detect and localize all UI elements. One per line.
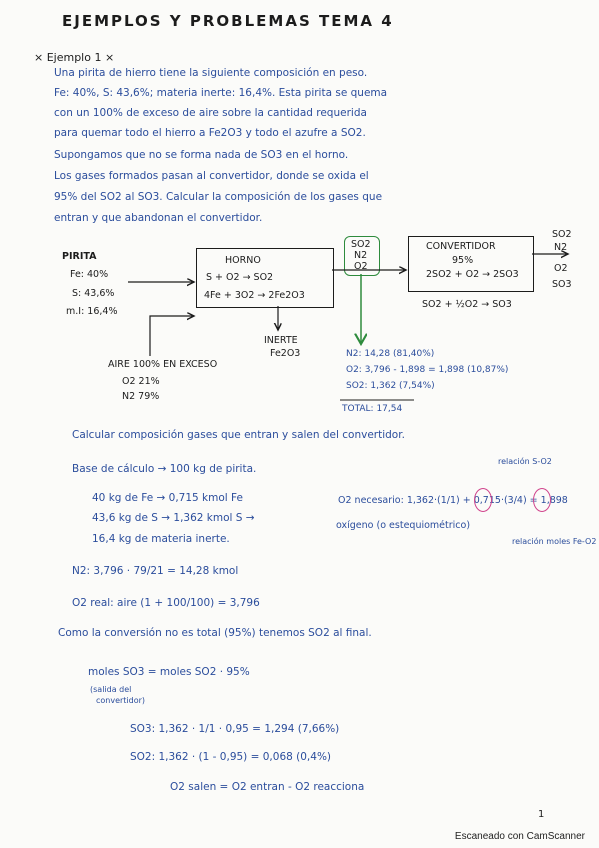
pirita-fe: Fe: 40% [70, 269, 109, 280]
aire-o2: O2 21% [122, 376, 160, 387]
example-heading: × Ejemplo 1 × [34, 51, 115, 64]
composition-total: TOTAL: 17,54 [342, 404, 403, 414]
circled-ratio-s [474, 488, 492, 512]
composition-so2: SO2: 1,362 (7,54%) [346, 381, 435, 391]
statement-line: con un 100% de exceso de aire sobre la cantidad requerida [54, 107, 367, 119]
statement-line: Una pirita de hierro tiene la siguiente composición en peso. [54, 67, 368, 79]
inerte-fe2o3: Fe2O3 [270, 348, 301, 359]
calc-o2-balance: O2 salen = O2 entran - O2 reacciona [170, 781, 365, 793]
salida-note-2: convertidor) [96, 696, 146, 705]
pirita-s: S: 43,6% [72, 288, 115, 299]
pirita-inerte: m.I: 16,4% [66, 306, 118, 317]
horno-reaction-fe: 4Fe + 3O2 → 2Fe2O3 [204, 290, 305, 301]
output-so2: SO2 [552, 229, 572, 240]
gas-so2: SO2 [351, 239, 371, 250]
aire-label: AIRE 100% EN EXCESO [108, 359, 218, 370]
composition-n2: N2: 14,28 (81,40%) [346, 349, 435, 359]
so3-reaction: SO2 + ½O2 → SO3 [422, 299, 512, 310]
calc-conversion: Como la conversión no es total (95%) tenemos SO2 al final. [58, 627, 372, 639]
statement-line: 95% del SO2 al SO3. Calcular la composición de los gases que [54, 191, 383, 203]
horno-reaction-s: S + O2 → SO2 [206, 272, 274, 283]
composition-o2: O2: 3,796 - 1,898 = 1,898 (10,87%) [346, 365, 509, 375]
calc-estequiometrico: oxígeno (o estequiométrico) [336, 520, 471, 531]
calc-o2-real: O2 real: aire (1 + 100/100) = 3,796 [72, 597, 260, 609]
calc-moles-so3: moles SO3 = moles SO2 · 95% [88, 666, 250, 678]
calc-fe: 40 kg de Fe → 0,715 kmol Fe [92, 492, 243, 504]
inerte-label: INERTE [264, 335, 298, 346]
output-o2: O2 [554, 263, 568, 274]
calc-inerte: 16,4 kg de materia inerte. [92, 533, 230, 545]
calc-so2: SO2: 1,362 · (1 - 0,95) = 0,068 (0,4%) [130, 751, 332, 763]
output-n2: N2 [554, 242, 568, 253]
circled-ratio-fe [533, 488, 551, 512]
relacion-s-o2: relación S-O2 [498, 457, 552, 466]
air-arrow [150, 316, 194, 356]
statement-line: Supongamos que no se forma nada de SO3 en el horno. [54, 149, 349, 161]
scanner-watermark: Escaneado con CamScanner [454, 831, 585, 842]
calc-so3: SO3: 1,362 · 1/1 · 0,95 = 1,294 (7,66%) [130, 723, 340, 735]
page-title: EJEMPLOS Y PROBLEMAS TEMA 4 [62, 12, 394, 30]
page-number: 1 [538, 809, 545, 820]
gas-o2: O2 [354, 261, 368, 272]
output-so3: SO3 [552, 279, 572, 290]
convertidor-title: CONVERTIDOR [426, 241, 496, 252]
pirita-label: PIRITA [62, 251, 97, 262]
aire-n2: N2 79% [122, 391, 160, 402]
calc-s: 43,6 kg de S → 1,362 kmol S → [92, 512, 255, 524]
calc-heading: Calcular composición gases que entran y salen del convertidor. [72, 429, 405, 441]
convertidor-percent: 95% [452, 255, 474, 266]
horno-title: HORNO [225, 255, 261, 266]
calc-o2-needed: O2 necesario: 1,362·(1/1) + 0,715·(3/4) = 1,898 [338, 495, 568, 506]
statement-line: para quemar todo el hierro a Fe2O3 y todo el azufre a SO2. [54, 127, 366, 139]
statement-line: Fe: 40%, S: 43,6%; materia inerte: 16,4%. Esta pirita se quema [54, 87, 388, 99]
statement-line: entran y que abandonan el convertidor. [54, 212, 263, 224]
relacion-fe-o2: relación moles Fe-O2 [512, 537, 597, 546]
calc-base: Base de cálculo → 100 kg de pirita. [72, 463, 257, 475]
calc-n2: N2: 3,796 · 79/21 = 14,28 kmol [72, 565, 239, 577]
gas-n2: N2 [354, 250, 368, 261]
salida-note-1: (salida del [90, 685, 132, 694]
statement-line: Los gases formados pasan al convertidor, donde se oxida el [54, 170, 369, 182]
convertidor-reaction: 2SO2 + O2 → 2SO3 [426, 269, 519, 280]
